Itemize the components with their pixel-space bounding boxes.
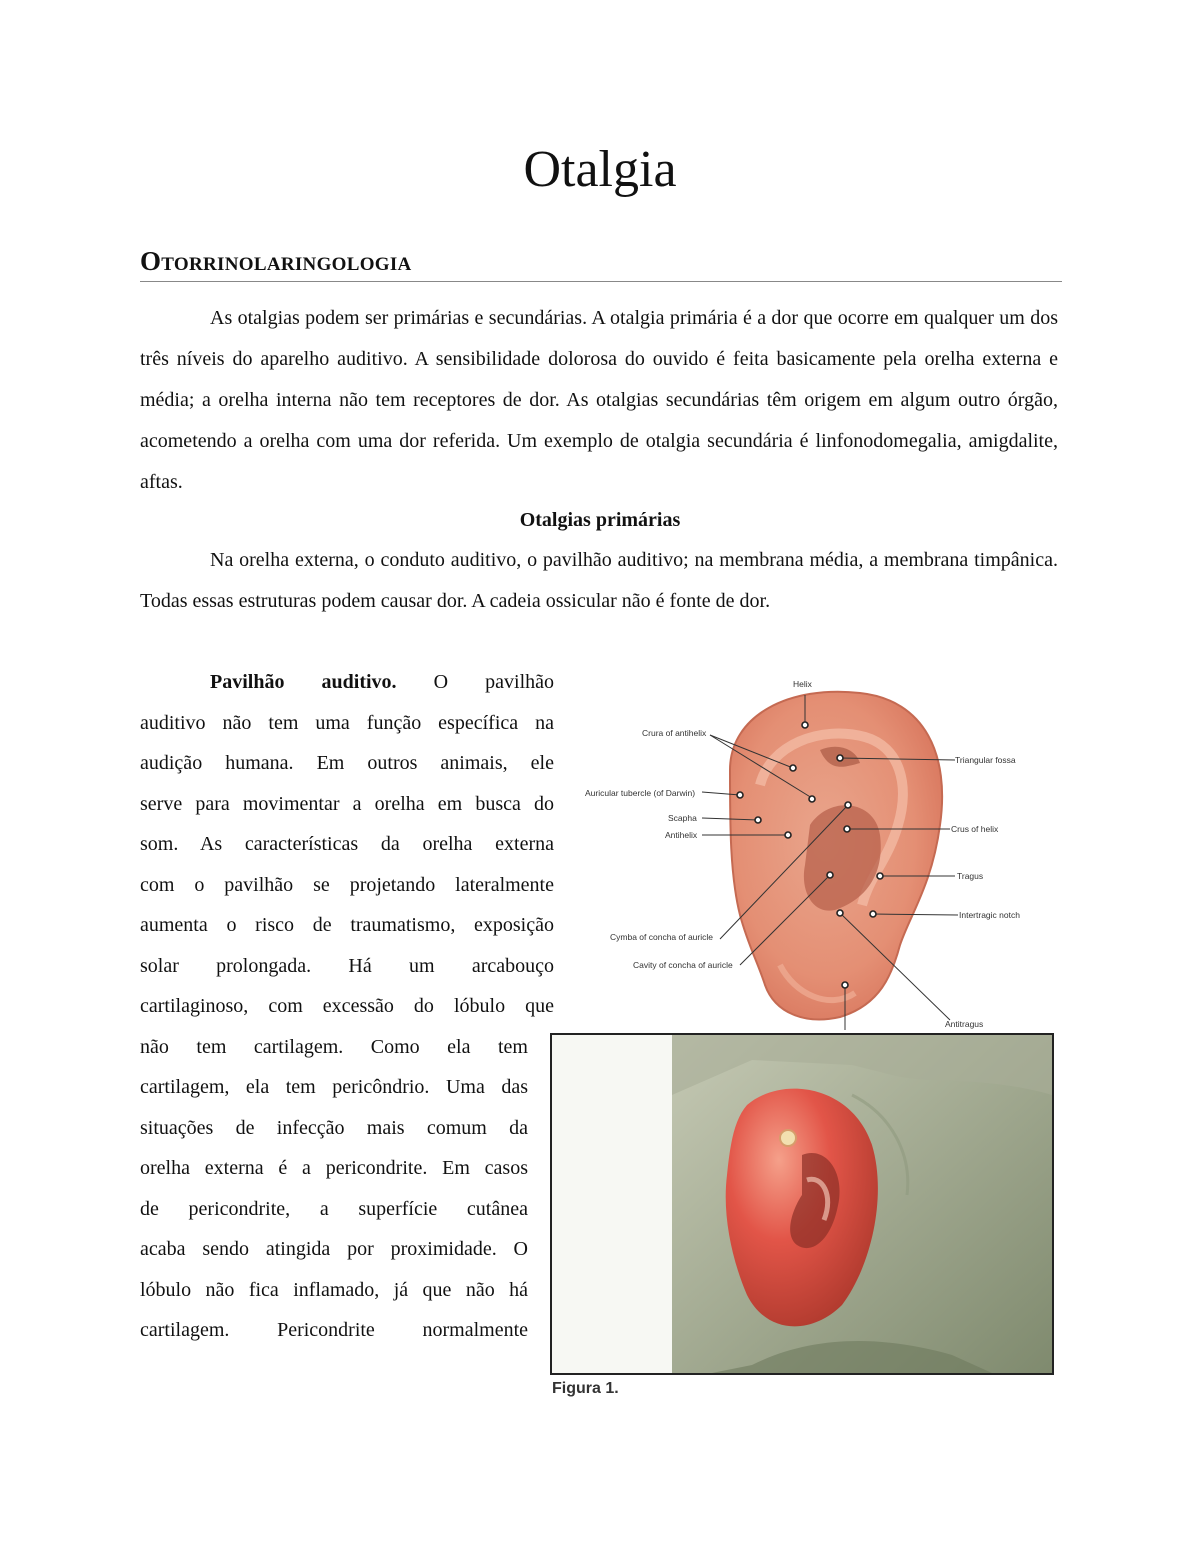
ear-anatomy-diagram — [580, 675, 1030, 1030]
label-antitragus: Antitragus — [945, 1019, 984, 1029]
label-crus-helix: Crus of helix — [951, 824, 999, 834]
text-line: solar prolongada. Há um arcabouço — [140, 954, 554, 977]
text-line — [140, 662, 554, 703]
paragraph-estruturas-text: Na orelha externa, o conduto auditivo, o pavilhão auditivo; na membrana média, a membrana timpânica. Todas essas estruturas podem causar dor. A cadeia ossicular não é fonte de dor. — [140, 549, 1058, 612]
label-cavity: Cavity of concha of auricle — [633, 960, 733, 970]
page-title: Otalgia — [523, 141, 677, 198]
text-line: audição humana. Em outros animais, ele — [140, 752, 554, 774]
subheading-otalgias-primarias: Otalgias primárias — [519, 509, 681, 531]
photo-illustration — [552, 1035, 1052, 1373]
paragraph-intro — [140, 298, 1058, 503]
text-line: situações de infecção mais comum da — [140, 1116, 528, 1139]
text-line: lóbulo não fica inflamado, já que não há — [140, 1278, 528, 1301]
label-helix: Helix — [793, 679, 812, 689]
label-scapha: Scapha — [668, 813, 697, 823]
label-triangular-fossa: Triangular fossa — [955, 755, 1016, 765]
figure-caption: Figura 1. — [552, 1380, 619, 1397]
text-line: auditivo não tem uma função específica na — [140, 711, 554, 734]
text-line: serve para movimentar a orelha em busca do — [140, 792, 554, 815]
text-line: de pericondrite, a superfície cutânea — [140, 1197, 528, 1220]
label-darwin: Auricular tubercle (of Darwin) — [585, 788, 696, 798]
label-intertragic: Intertragic notch — [959, 910, 1020, 920]
text-line: não tem cartilagem. Como ela tem — [140, 1035, 528, 1058]
text-line: aumenta o risco de traumatismo, exposição — [140, 914, 554, 936]
text-line: orelha externa é a pericondrite. Em casos — [140, 1157, 528, 1179]
section-heading: Otorrinolaringologia — [140, 246, 1062, 282]
paragraph-estruturas — [140, 540, 1058, 622]
text-line-fragment: O pavilhão — [433, 671, 555, 693]
text-line: cartilaginoso, com excessão do lóbulo que — [140, 995, 554, 1017]
perichondritis-photo — [550, 1033, 1054, 1375]
pavilhao-column — [140, 662, 554, 1351]
text-line: cartilagem. Pericondrite normalmente — [140, 1319, 528, 1341]
label-tragus: Tragus — [957, 871, 984, 881]
label-antihelix: Antihelix — [665, 830, 698, 840]
pavilhao-term: Pavilhão auditivo. — [210, 671, 397, 693]
paragraph-intro-text: As otalgias podem ser primárias e secundárias. A otalgia primária é a dor que ocorre em qualquer um dos três níveis do aparelho auditivo. A sensibilidade dolorosa do ouvido é feita basicamente pela orelha externa e média; a orelha interna não tem receptores de dor. As otalgias secundárias têm origem em algum outro órgão, acometendo a orelha com uma dor referida. Um exemplo de otalgia secundária é linfonodomegalia, amigdalite, aftas. — [140, 307, 1058, 493]
label-cymba: Cymba of concha of auricle — [610, 932, 713, 942]
text-line: som. As características da orelha externa — [140, 833, 554, 855]
label-crura-antihelix: Crura of antihelix — [642, 728, 707, 738]
text-line: com o pavilhão se projetando lateralmente — [140, 873, 554, 896]
text-line: acaba sendo atingida por proximidade. O — [140, 1238, 528, 1260]
text-line: cartilagem, ela tem pericôndrio. Uma das — [140, 1076, 528, 1098]
